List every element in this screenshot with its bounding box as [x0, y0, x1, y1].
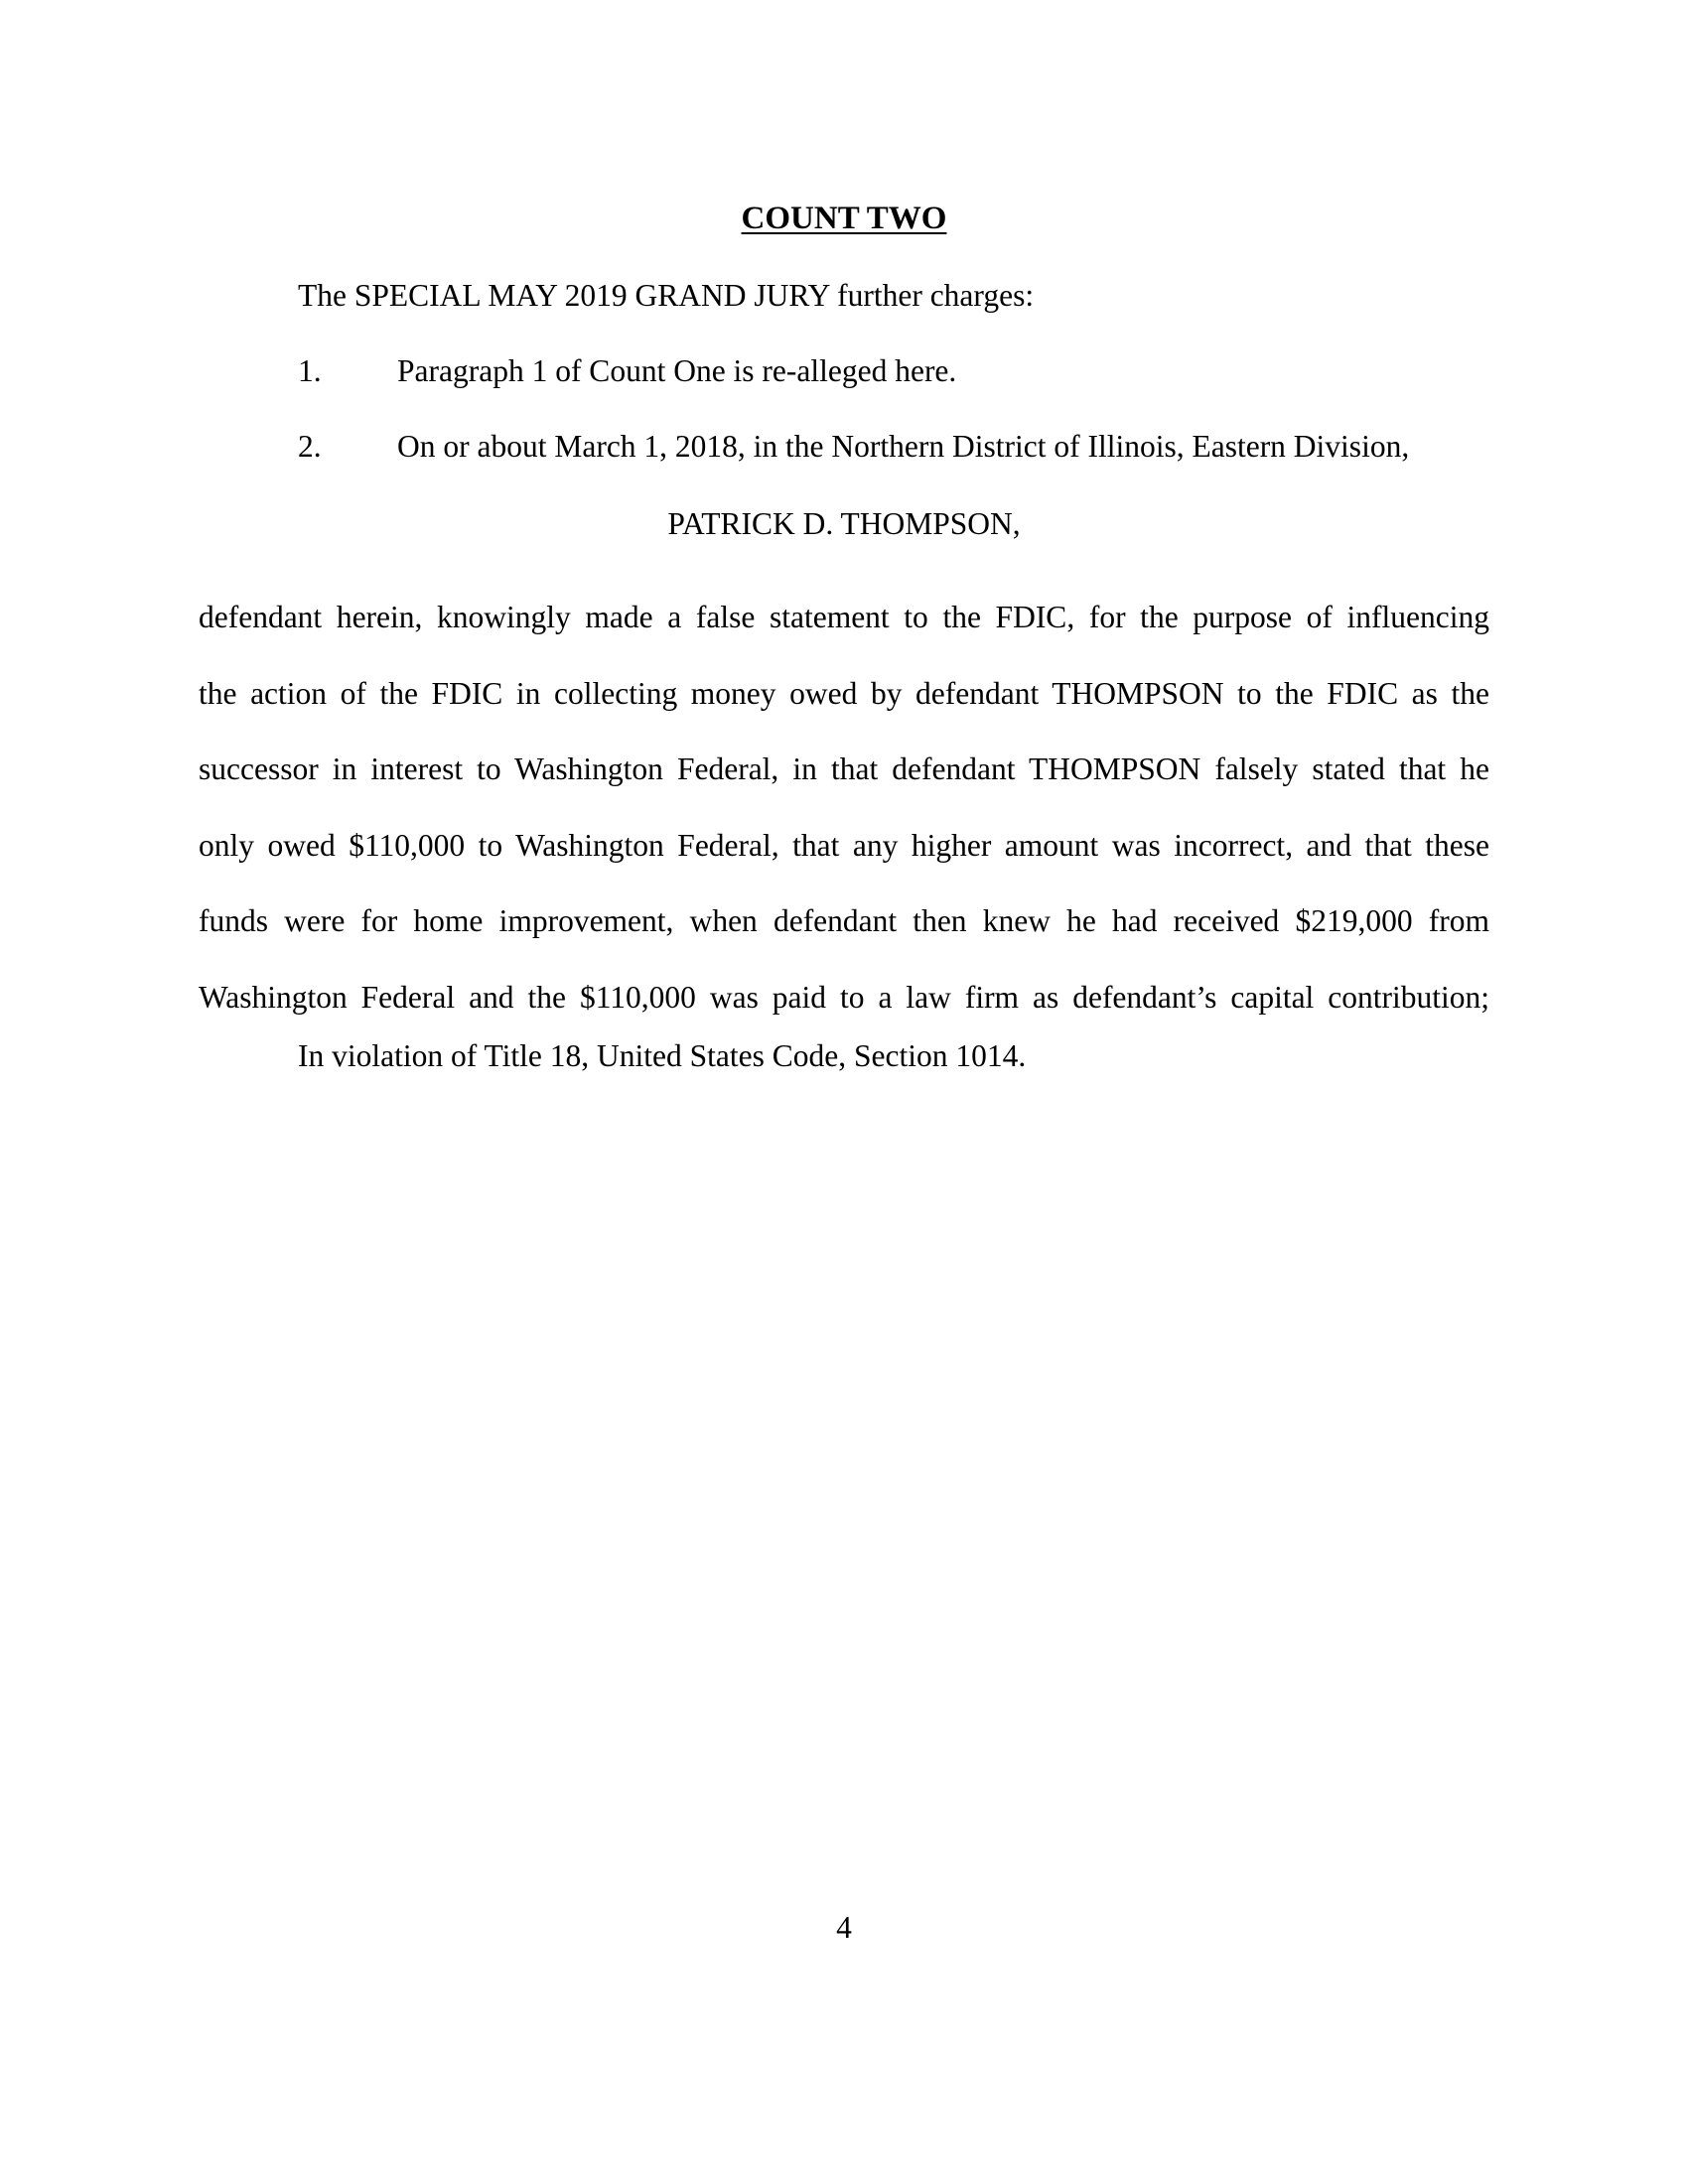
paragraph-2-number: 2.	[298, 429, 322, 464]
violation-statement: In violation of Title 18, United States Code, Section 1014.	[298, 1038, 1027, 1073]
count-heading	[0, 199, 1688, 238]
body-line: the action of the FDIC in collecting money owed by defendant THOMPSON to the FDIC as the	[199, 675, 1489, 711]
body-line: only owed $110,000 to Washington Federal, that any higher amount was incorrect, and that these	[199, 827, 1489, 863]
charge-body	[199, 580, 1489, 1035]
paragraph-2-text: On or about March 1, 2018, in the Northern District of Illinois, Eastern Division,	[397, 429, 1410, 464]
body-line: successor in interest to Washington Federal, in that defendant THOMPSON falsely stated that he	[199, 751, 1489, 786]
defendant-name: PATRICK D. THOMPSON,	[667, 506, 1021, 541]
count-heading-text: COUNT TWO	[741, 201, 947, 236]
body-line: Washington Federal and the $110,000 was paid to a law firm as defendant’s capital contribution;	[199, 979, 1489, 1015]
paragraph-1-text: Paragraph 1 of Count One is re-alleged here.	[397, 353, 957, 388]
page-number: 4	[836, 1910, 852, 1945]
body-line: funds were for home improvement, when defendant then knew he had received $219,000 from	[199, 903, 1489, 938]
intro-line: The SPECIAL MAY 2019 GRAND JURY further charges:	[298, 278, 1035, 313]
paragraph-1-number: 1.	[298, 353, 322, 388]
body-line: defendant herein, knowingly made a false statement to the FDIC, for the purpose of influencing	[199, 600, 1489, 634]
